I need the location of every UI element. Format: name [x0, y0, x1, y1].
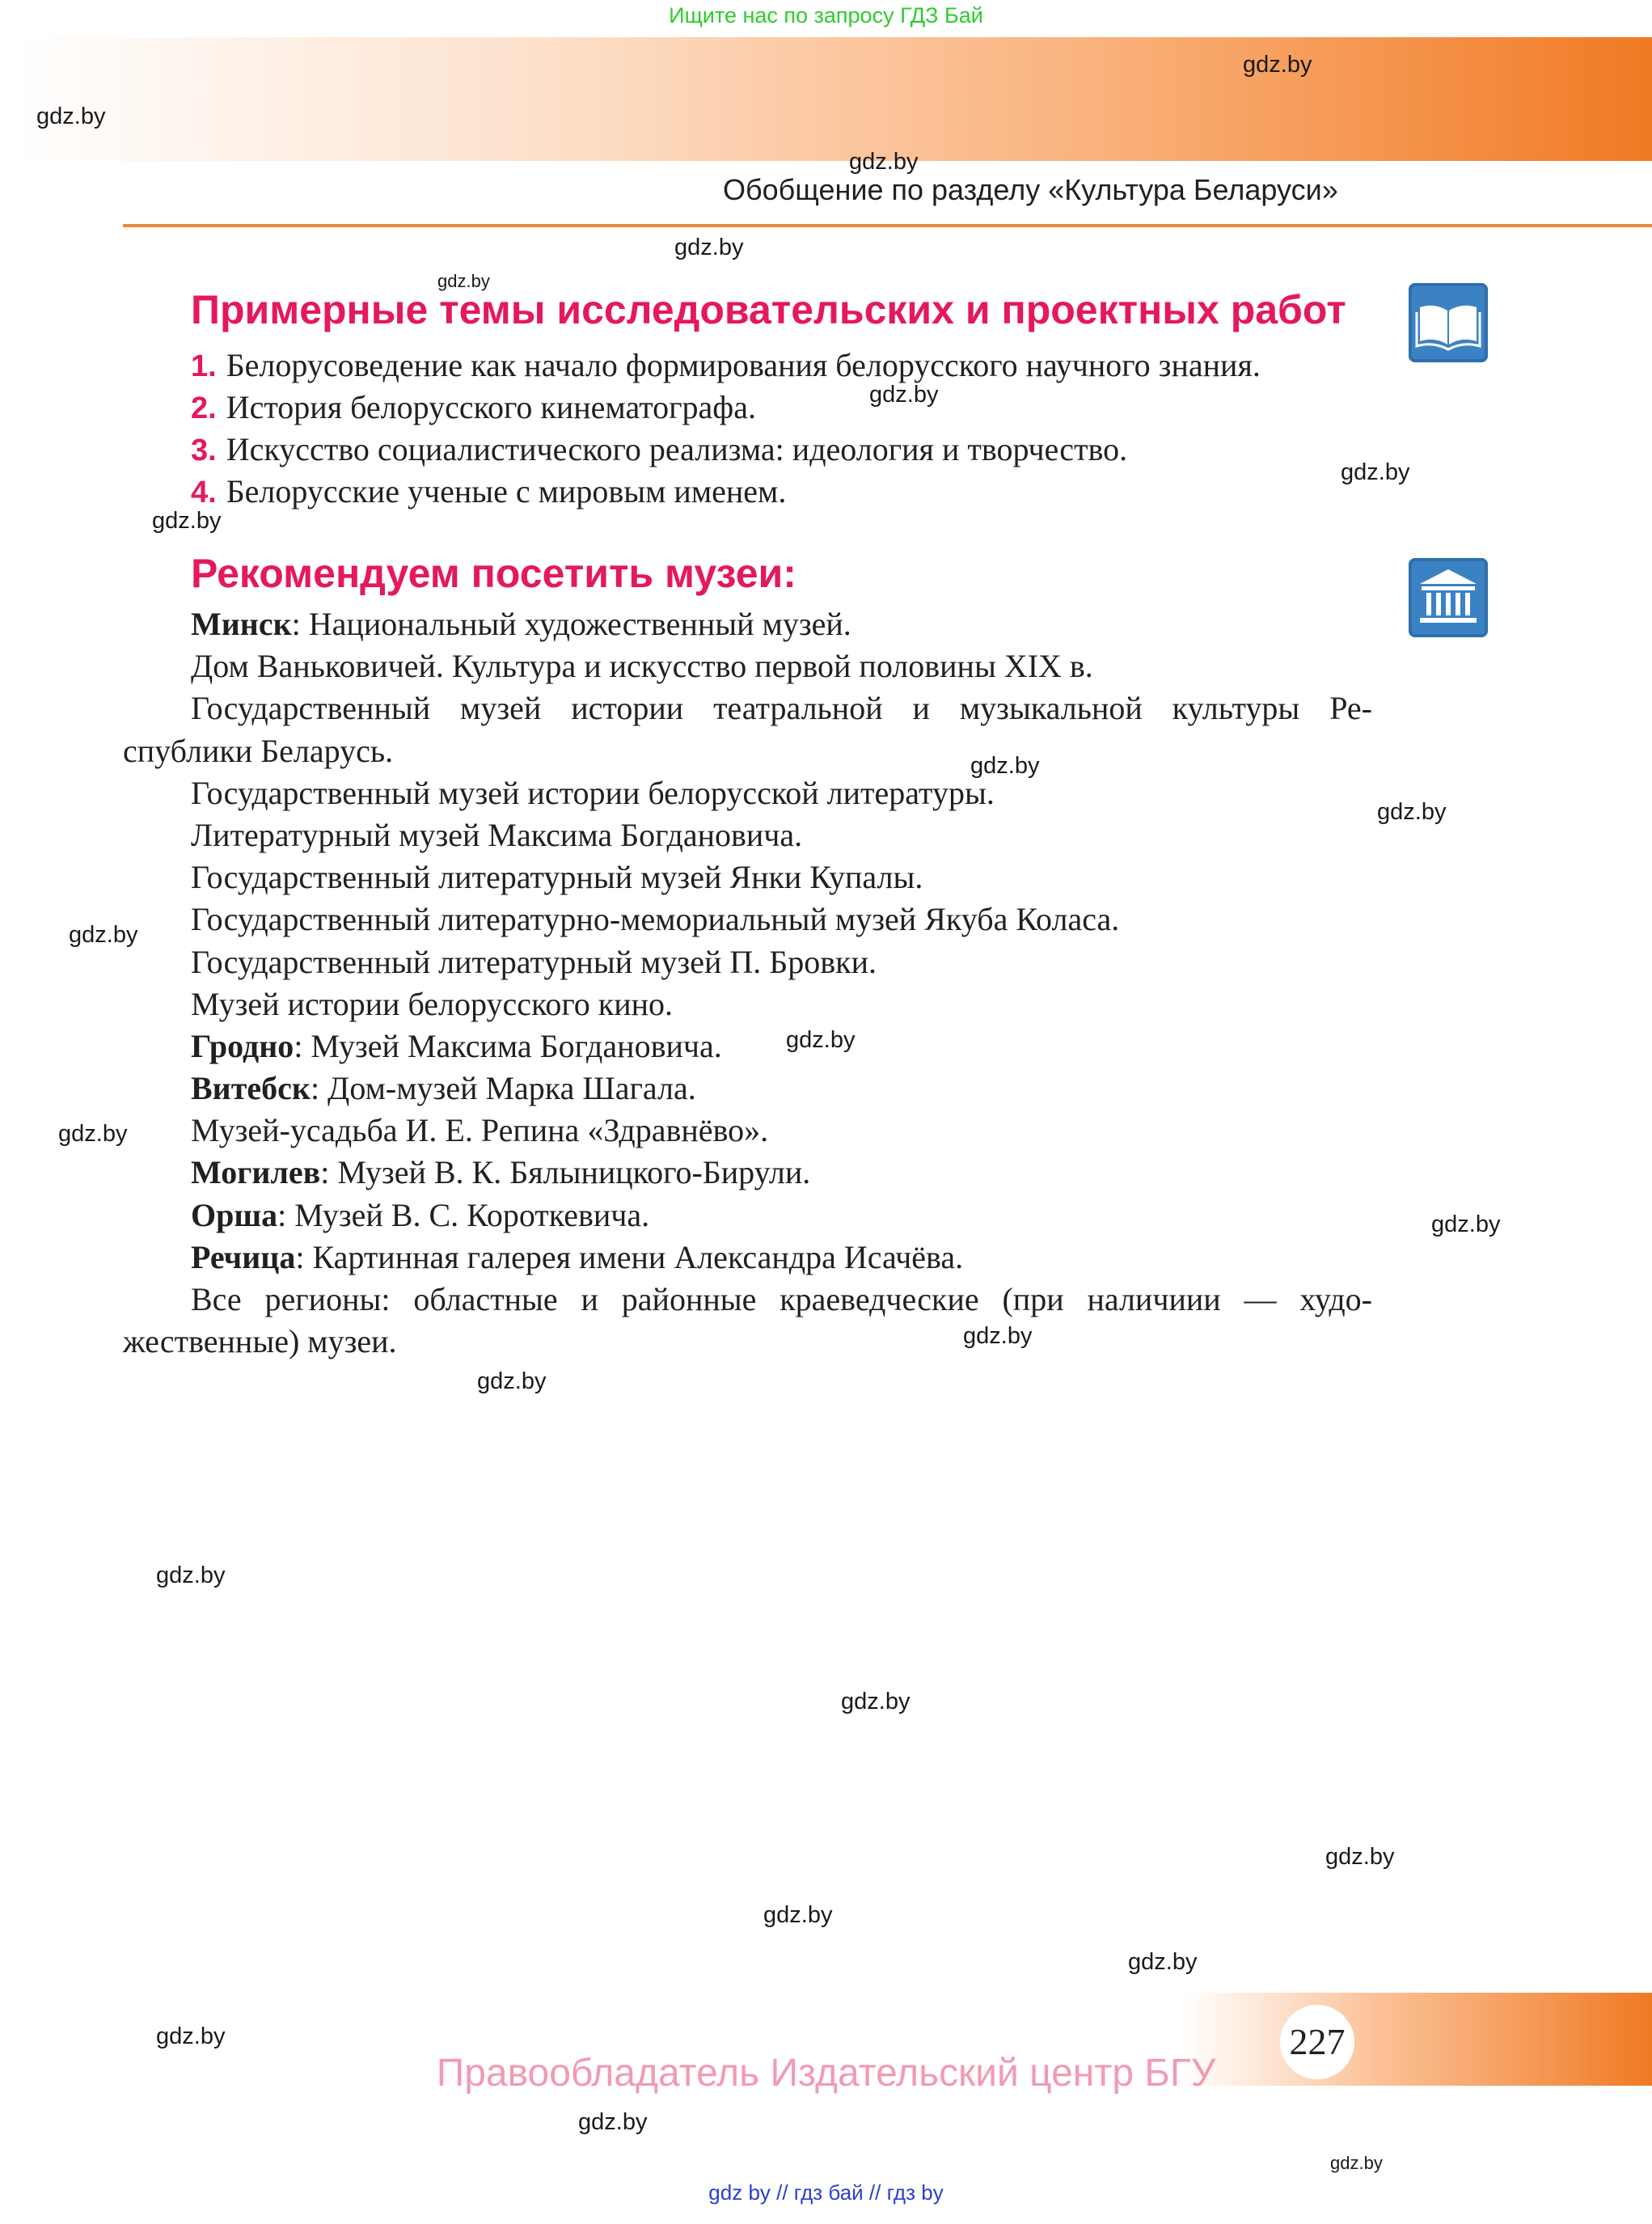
topic-text: История белорусского кинематографа. [226, 389, 756, 425]
top-search-note: Ищите нас по запросу ГДЗ Бай [669, 3, 983, 27]
museum-line: Музей истории белорусского кино. [191, 985, 674, 1022]
museum-text: : Музей Максима Богдановича. [294, 1027, 722, 1064]
watermark: gdz.by [1243, 52, 1312, 78]
museum-line: Государственный музей истории белорусской литературы. [191, 774, 995, 811]
museum-line [123, 1194, 1372, 1237]
watermark: gdz.by [152, 508, 222, 534]
museum-line [123, 1152, 1372, 1194]
topics-heading: Примерные темы исследовательских и проектных работ [191, 287, 1346, 332]
watermark: gdz.by [156, 2023, 226, 2049]
museum-line: Государственный музей истории театральной и музыкальной культуры Ре- [191, 690, 1372, 727]
museum-line: Государственный литературный музей П. Бровки. [191, 943, 877, 980]
museums-list [123, 603, 1372, 1363]
museum-text: : Дом-музей Марка Шагала. [310, 1070, 696, 1107]
museum-line: спублики Беларусь. [123, 732, 394, 769]
watermark: gdz.by [869, 382, 939, 408]
watermark: gdz.by [437, 271, 490, 291]
watermark: gdz.by [58, 1121, 128, 1147]
topic-number: 4. [191, 476, 217, 509]
museum-line: Литературный музей Максима Богдановича. [191, 816, 803, 853]
city-name: Речица [191, 1238, 296, 1275]
watermark: gdz.by [1330, 2153, 1383, 2173]
header-divider [123, 224, 1652, 227]
topic-item [191, 429, 1127, 471]
museum-line: Государственный литературный музей Янки Купалы. [191, 859, 923, 896]
museums-heading: Рекомендуем посетить музеи: [191, 551, 796, 596]
city-name: Минск [191, 606, 292, 642]
museum-line: Все регионы: областные и районные краеведческие (при наличиии — худо- [191, 1281, 1372, 1317]
topic-item [191, 387, 756, 429]
topic-text: Искусство социалистического реализма: идеология и творчество. [226, 431, 1128, 467]
watermark: gdz.by [69, 922, 138, 948]
topic-item [191, 345, 1261, 387]
museum-text: : Национальный художественный музей. [291, 606, 851, 642]
topic-number: 1. [191, 349, 217, 383]
museum-text: : Музей В. К. Бялыницкого-Бирули. [320, 1154, 811, 1191]
museum-line: Государственный литературно-мемориальный музей Якуба Коласа. [191, 901, 1120, 938]
watermark: gdz.by [1128, 1949, 1198, 1975]
section-title: Обобщение по разделу «Культура Беларуси» [723, 173, 1338, 206]
watermark: gdz.by [1431, 1211, 1501, 1237]
watermark: gdz.by [674, 235, 744, 260]
topic-item [191, 471, 786, 514]
museum-line: Музей-усадьба И. Е. Репина «Здравнёво». [191, 1112, 769, 1149]
museum-line: жественные) музеи. [123, 1323, 397, 1360]
watermark: gdz.by [970, 753, 1040, 779]
topic-number: 3. [191, 433, 217, 467]
watermark: gdz.by [841, 1689, 911, 1715]
museum-text: : Картинная галерея имени Александра Исачёва. [295, 1238, 964, 1275]
museum-line: Дом Ваньковичей. Культура и искусство первой половины XIX в. [191, 648, 1093, 685]
museum-building-icon [1409, 558, 1488, 637]
header-band [18, 37, 1652, 161]
watermark: gdz.by [849, 149, 919, 175]
topic-number: 2. [191, 391, 217, 425]
museum-line [123, 1237, 1372, 1279]
page-number: 227 [1280, 2005, 1354, 2079]
copyright-holder: Правообладатель Издательский центр БГУ [436, 2052, 1216, 2095]
topic-text: Белорусоведение как начало формирования белорусского научного знания. [226, 347, 1261, 383]
museum-line [123, 1068, 1372, 1110]
watermark: gdz.by [963, 1323, 1033, 1349]
watermark: gdz.by [578, 2109, 648, 2135]
museum-text: : Музей В. С. Короткевича. [277, 1196, 650, 1233]
bottom-links[interactable]: gdz by // гдз бай // гдз by [708, 2180, 944, 2205]
watermark: gdz.by [763, 1902, 833, 1928]
open-book-icon [1409, 283, 1488, 362]
museum-line [123, 1025, 1372, 1068]
topic-text: Белорусские ученые с мировым именем. [226, 473, 787, 509]
watermark: gdz.by [786, 1027, 856, 1053]
watermark: gdz.by [1325, 1844, 1395, 1870]
city-name: Могилев [191, 1154, 321, 1191]
city-name: Орша [191, 1196, 278, 1233]
watermark: gdz.by [156, 1562, 226, 1588]
watermark: gdz.by [1341, 459, 1410, 485]
museum-line [123, 603, 1372, 645]
watermark: gdz.by [1377, 799, 1447, 825]
city-name: Витебск [191, 1070, 311, 1107]
city-name: Гродно [191, 1027, 294, 1064]
watermark: gdz.by [36, 104, 106, 129]
watermark: gdz.by [477, 1368, 547, 1394]
